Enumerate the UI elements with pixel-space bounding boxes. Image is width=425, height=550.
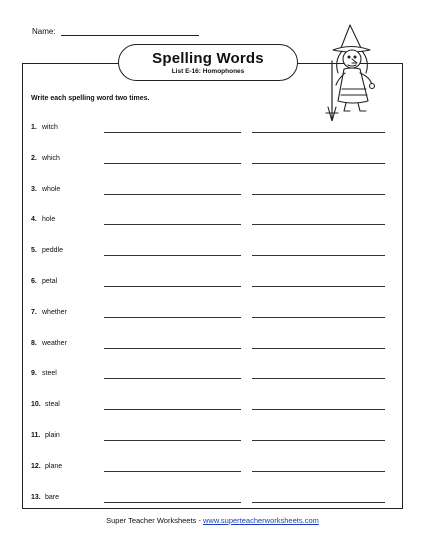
write-line-1[interactable] [104,378,241,379]
write-line-2[interactable] [252,163,385,164]
witch-illustration-icon [320,21,386,121]
word-number: 1. [31,124,37,131]
write-line-1[interactable] [104,409,241,410]
name-field-row [32,27,199,36]
spelling-word: bare [45,493,60,501]
write-line-2[interactable] [252,348,385,349]
word-number: 7. [31,308,37,316]
write-line-1[interactable] [104,224,241,225]
word-row [31,463,391,475]
page-title: Spelling Words [152,50,264,67]
word-number: 12. [31,462,41,470]
spelling-word: plain [45,432,60,439]
write-line-2[interactable] [252,409,385,410]
list-subtitle: List E-16: Homophones [171,68,245,75]
spelling-word: whether [42,308,67,316]
write-line-2[interactable] [252,194,385,195]
word-row [31,340,391,352]
word-number: 3. [31,185,37,193]
spelling-word: steal [45,401,60,409]
write-line-1[interactable] [104,132,241,133]
word-number: 13. [31,493,41,501]
word-number: 5. [31,247,37,255]
write-line-1[interactable] [104,286,241,287]
write-line-1[interactable] [104,194,241,195]
spelling-word: hole [42,216,56,224]
footer [0,516,425,525]
word-row [31,155,391,167]
write-line-1[interactable] [104,348,241,349]
word-number: 10. [31,401,41,409]
write-line-2[interactable] [252,502,385,503]
name-label: Name: [32,27,56,36]
word-number: 9. [31,370,37,378]
name-input-line[interactable] [61,27,199,36]
word-row [31,216,391,228]
word-number: 8. [31,339,37,347]
write-line-2[interactable] [252,286,385,287]
write-line-1[interactable] [104,163,241,164]
spelling-word: witch [42,124,58,131]
write-line-2[interactable] [252,440,385,441]
footer-link[interactable]: www.superteacherworksheets.com [202,516,319,525]
word-number: 11. [31,432,41,439]
write-line-2[interactable] [252,471,385,472]
word-row [31,186,391,198]
word-row [31,124,391,136]
word-row [31,370,391,382]
write-line-2[interactable] [252,224,385,225]
spelling-word: steel [42,370,57,378]
word-number: 4. [31,216,37,224]
write-line-1[interactable] [104,317,241,318]
spelling-word: which [42,154,60,162]
write-line-2[interactable] [252,255,385,256]
spelling-word: plane [45,462,63,470]
footer-text: Super Teacher Worksheets - [106,516,203,525]
spelling-word: peddle [42,247,64,255]
word-row [31,494,391,506]
word-number: 6. [31,278,37,285]
instructions-text: Write each spelling word two times. [31,95,150,102]
write-line-2[interactable] [252,378,385,379]
write-line-1[interactable] [104,471,241,472]
spelling-word: whole [42,185,61,193]
title-banner [118,44,298,81]
word-number: 2. [31,154,37,162]
spelling-word: weather [42,339,67,347]
write-line-1[interactable] [104,440,241,441]
write-line-1[interactable] [104,502,241,503]
spelling-word: petal [42,278,58,285]
word-row [31,401,391,413]
write-line-2[interactable] [252,317,385,318]
write-line-2[interactable] [252,132,385,133]
word-row [31,247,391,259]
word-row [31,309,391,321]
word-row [31,432,391,444]
word-row [31,278,391,290]
write-line-1[interactable] [104,255,241,256]
